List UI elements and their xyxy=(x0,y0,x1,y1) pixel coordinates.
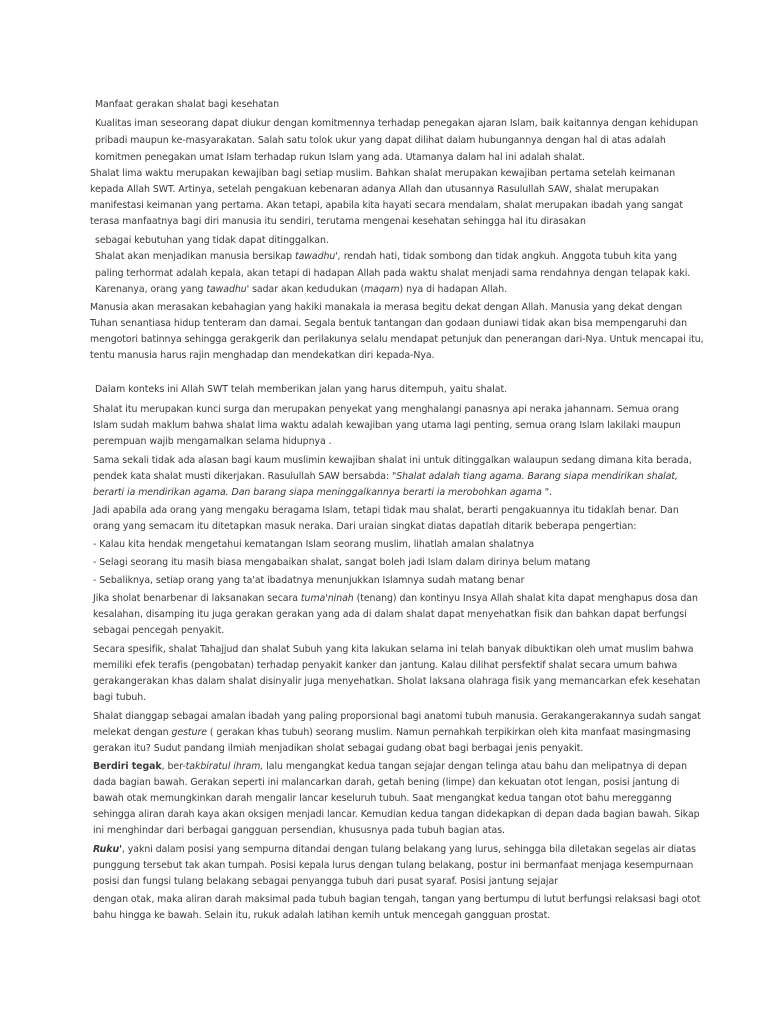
paragraph-line: berarti ia mendirikan agama. Dan barang siapa meninggalkannya berarti ia merobohkan agama ". xyxy=(93,487,552,498)
paragraph-line: Karenanya, orang yang tawadhu' sadar akan kedudukan (maqam) nya di hadapan Allah. xyxy=(95,284,508,295)
paragraph-line: kesalahan, disamping itu juga gerakan gerakan yang ada di dalam shalat dapat menyehatkan fisik dan bahkan dapat berfungsi xyxy=(93,609,687,620)
list-item: - Selagi seorang itu masih biasa mengabaikan shalat, sangat boleh jadi Islam dalam dirinya belum matang xyxy=(93,557,591,568)
paragraph-line: punggung tersebut tak akan tumpah. Posisi kepala lurus dengan tulang belakang, postur ini bermanfaat menjaga kesempurnaan xyxy=(93,860,694,871)
paragraph-line: mengotori batinnya sehingga gerakgerik dan perilakunya selalu mendapat petunjuk dan penerangan dari-Nya. Untuk mencapai itu, xyxy=(90,334,704,345)
paragraph-line: paling terhormat adalah kepala, akan tetapi di hadapan Allah pada waktu shalat menjadi sama rendahnya dengan telapak kaki. xyxy=(95,268,691,279)
paragraph-line: Shalat itu merupakan kunci surga dan merupakan penyekat yang menghalangi panasnya api neraka jahannam. Semua orang xyxy=(93,404,680,415)
paragraph-line: posisi dan fungsi tulang belakang sebagai penyangga tubuh dari pusat syaraf. Posisi jantung sejajar xyxy=(93,876,558,887)
paragraph-line: Shalat akan menjadikan manusia bersikap tawadhu', rendah hati, tidak sombong dan tidak angkuh. Anggota tubuh kita yang xyxy=(95,251,677,262)
paragraph-line: Ruku', yakni dalam posisi yang sempurna ditandai dengan tulang belakang yang lurus, sehingga bila diletakan segelas air diatas xyxy=(93,844,697,855)
paragraph-line: Kualitas iman seseorang dapat diukur dengan komitmennya terhadap penegakan ajaran Islam, baik kaitannya dengan kehidupan xyxy=(95,118,699,129)
paragraph-line: komitmen penegakan umat Islam terhadap rukun Islam yang ada. Utamanya dalam hal ini adalah shalat. xyxy=(95,152,585,163)
paragraph-line: melekat dengan gesture ( gerakan khas tubuh) seorang muslim. Namun pernahkah terpikirkan oleh kita manfaat masingmasing xyxy=(93,727,691,738)
paragraph-line: Shalat lima waktu merupakan kewajiban bagi setiap muslim. Bahkan shalat merupakan kewajiban pertama setelah keimanan xyxy=(90,168,676,179)
paragraph-line: pribadi maupun ke-masyarakatan. Salah satu tolok ukur yang dapat dilihat dalam hubungannya dengan hal di atas adalah xyxy=(95,135,666,146)
paragraph-line: Shalat dianggap sebagai amalan ibadah yang paling proporsional bagi anatomi tubuh manusia. Gerakangerakannya sudah sangat xyxy=(93,711,701,722)
paragraph-line: sehingga aliran darah kaya akan oksigen menjadi lancar. Kemudian kedua tangan didekapkan di depan dada bagian bawah. Sikap xyxy=(93,809,700,820)
paragraph-line: Dalam konteks ini Allah SWT telah memberikan jalan yang harus ditempuh, yaitu shalat. xyxy=(95,384,508,395)
paragraph-line: Tuhan senantiasa hidup tenteram dan damai. Segala bentuk tantangan dan godaan duniawi tidak akan bisa mempengaruhi dan xyxy=(90,318,687,329)
paragraph-line: pendek kata shalat musti dikerjakan. Rasulullah SAW bersabda: "Shalat adalah tiang agama. Barang siapa mendirikan shalat, xyxy=(93,471,678,482)
paragraph-line: gerakangerakan khas dalam shalat disinyalir juga menyehatkan. Sholat laksana olahraga fisik yang memancarkan efek kesehatan xyxy=(93,676,701,687)
paragraph-line: bawah otak memungkinkan darah mengalir lancar keseluruh tubuh. Saat mengangkat kedua tangan otot bahu meregganng xyxy=(93,793,672,804)
paragraph-line: dengan otak, maka aliran darah maksimal pada tubuh bagian tengah, tangan yang bertumpu di lutut berfungsi relaksasi bagi otot xyxy=(93,894,701,905)
paragraph-line: bagi tubuh. xyxy=(93,692,147,703)
document-title: Manfaat gerakan shalat bagi kesehatan xyxy=(95,99,279,110)
paragraph-line: Manusia akan merasakan kebahagian yang hakiki manakala ia merasa begitu dekat dengan Allah. Manusia yang dekat dengan xyxy=(90,302,683,313)
paragraph-line: Jadi apabila ada orang yang mengaku beragama Islam, tetapi tidak mau shalat, berarti pengakuannya itu tidaklah benar. Dan xyxy=(93,505,679,516)
paragraph-line: Jika sholat benarbenar di laksanakan secara tuma'ninah (tenang) dan kontinyu Insya Allah shalat kita dapat menghapus dosa dan xyxy=(93,593,698,604)
paragraph-line: manifestasi keimanan yang pertama. Akan tetapi, apabila kita hayati secara mendalam, shalat merupakan ibadah yang sangat xyxy=(90,200,683,211)
list-item: - Kalau kita hendak mengetahui kematangan Islam seorang muslim, lihatlah amalan shalatnya xyxy=(93,539,535,550)
paragraph-line: memiliki efek terafis (pengobatan) terhadap penyakit kanker dan jantung. Kalau dilihat persfektif shalat secara umum bahwa xyxy=(93,660,678,671)
paragraph-line: terasa manfaatnya bagi diri manusia itu sendiri, terutama mengenai kesehatan sehingga hal itu dirasakan xyxy=(90,216,586,227)
paragraph-line: gerakan itu? Sudut pandang ilmiah menjadikan sholat sebagai gudang obat bagi berbagai jenis penyakit. xyxy=(93,743,584,754)
paragraph-line: orang yang semacam itu ditetapkan masuk neraka. Dari uraian singkat diatas dapatlah ditarik beberapa pengertian: xyxy=(93,521,637,532)
paragraph-line: Islam sudah maklum bahwa shalat lima waktu adalah kewajiban yang utama lagi penting, semua orang Islam lakilaki maupun xyxy=(93,420,681,431)
paragraph-line: sebagai kebutuhan yang tidak dapat ditinggalkan. xyxy=(95,235,329,246)
paragraph-line: dada bagian bawah. Gerakan seperti ini malancarkan darah, getah bening (limpe) dan kekuatan otot lengan, posisi jantung di xyxy=(93,777,680,788)
paragraph-line: sebagai pencegah penyakit. xyxy=(93,625,225,636)
paragraph-line: perempuan wajib mengamalkan selama hidupnya . xyxy=(93,436,332,447)
paragraph-line: bahu hingga ke bawah. Selain itu, rukuk adalah latihan kemih untuk mencegah gangguan prostat. xyxy=(93,910,551,921)
paragraph-line: Berdiri tegak, ber-takbiratul ihram, lalu mengangkat kedua tangan sejajar dengan telinga atau bahu dan melipatnya di depan xyxy=(93,761,687,772)
paragraph-line: Sama sekali tidak ada alasan bagi kaum muslimin kewajiban shalat ini untuk ditinggalkan walaupun sedang dimana kita berada, xyxy=(93,455,692,466)
list-item: - Sebaliknya, setiap orang yang ta'at ibadatnya menunjukkan Islamnya sudah matang benar xyxy=(93,575,525,586)
paragraph-line: Secara spesifik, shalat Tahajjud dan shalat Subuh yang kita lakukan selama ini telah banyak dibuktikan oleh umat muslim bahwa xyxy=(93,644,694,655)
paragraph-line: ini menghindar dari berbagai gangguan persendian, khususnya pada tubuh bagian atas. xyxy=(93,825,505,836)
paragraph-line: kepada Allah SWT. Artinya, setelah pengakuan kebenaran adanya Allah dan utusannya Rasulullah SAW, shalat merupakan xyxy=(90,184,660,195)
paragraph-line: tentu manusia harus rajin menghadap dan mendekatkan diri kepada-Nya. xyxy=(90,350,435,361)
